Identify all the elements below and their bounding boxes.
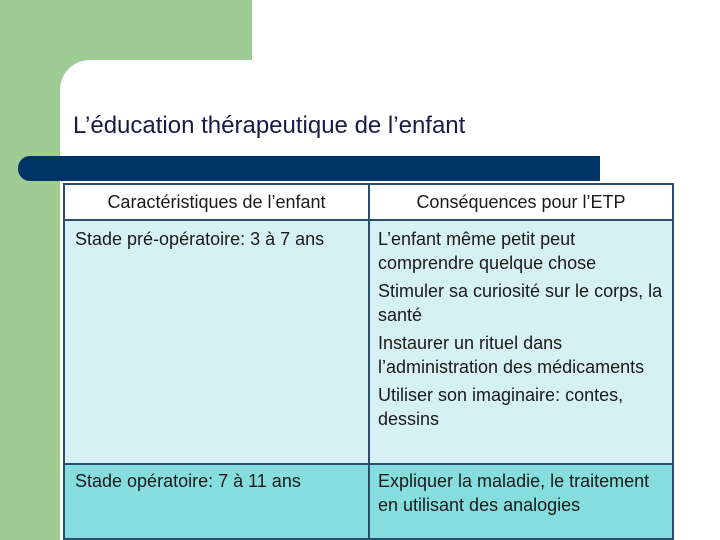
etp-table <box>63 183 674 540</box>
title-underline-bar <box>18 156 600 181</box>
table-header-row <box>64 184 673 220</box>
slide-title: L’éducation thérapeutique de l’enfant <box>73 112 466 139</box>
consequence-item: Utiliser son imaginaire: contes, dessins <box>378 385 624 429</box>
header-consequences: Conséquences pour l’ETP <box>369 184 673 220</box>
stage-cell: Stade pré-opératoire: 3 à 7 ans <box>64 220 369 464</box>
consequence-item: Instaurer un rituel dans l’administration des médicaments <box>378 333 645 377</box>
table-row <box>64 220 673 464</box>
consequences-cell <box>369 220 673 464</box>
stage-cell: Stade opératoire: 7 à 11 ans <box>64 464 369 539</box>
header-characteristics: Caractéristiques de l’enfant <box>64 184 369 220</box>
consequence-item: Expliquer la maladie, le traitement en utilisant des analogies <box>378 471 650 515</box>
consequences-cell <box>369 464 673 539</box>
consequence-item: L’enfant même petit peut comprendre quelque chose <box>378 229 597 273</box>
table-row <box>64 464 673 539</box>
consequence-item: Stimuler sa curiosité sur le corps, la santé <box>378 281 663 325</box>
